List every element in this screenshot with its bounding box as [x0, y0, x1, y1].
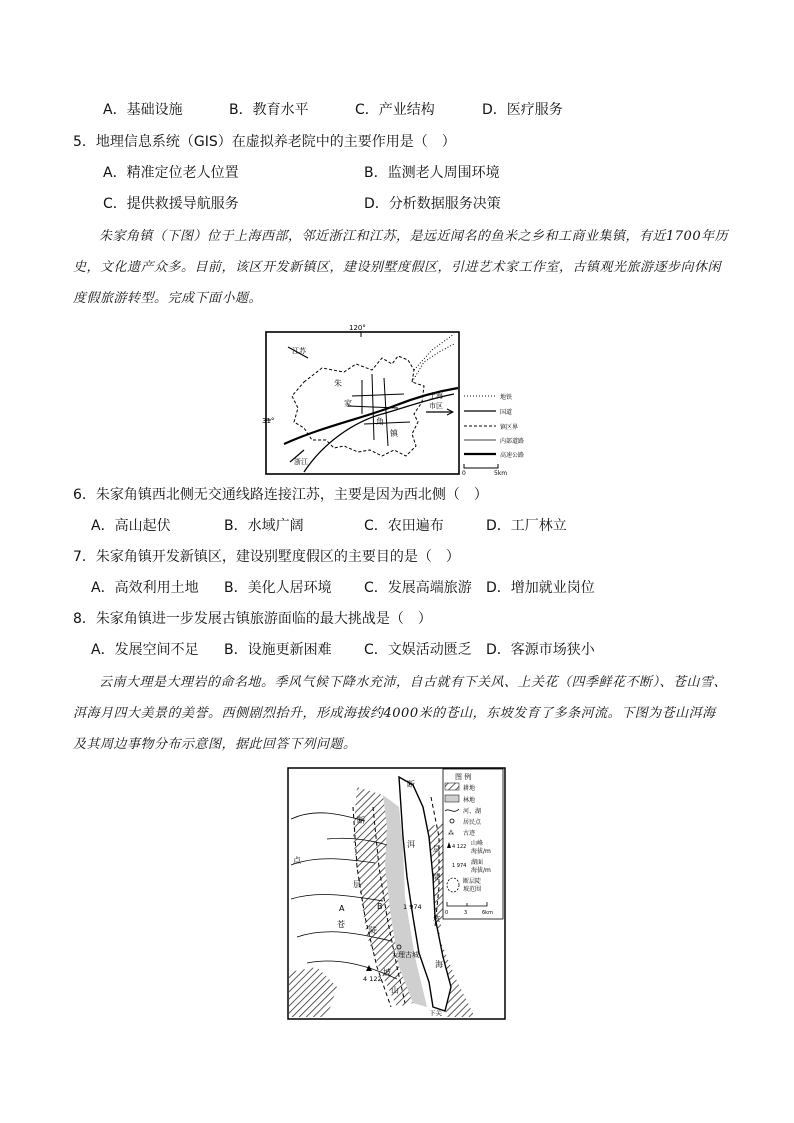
label-zhejiang: 浙江 — [294, 458, 308, 466]
passage-zhujiajiao: 朱家角镇（下图）位于上海西部，邻近浙江和江苏，是远近闻名的鱼米之乡和工商业集镇，有近1700年历史，文化遗产众多。目前，该区开发新镇区，建设别墅度假区，引进艺术家工作室，古镇观光旅游逐步向休闲度假旅游转型。完成下面小题。 — [73, 229, 729, 306]
legend-highway: 高速公路 — [500, 452, 525, 459]
label-west-fault-3: 层 — [353, 880, 361, 889]
q7-option-b: B．美化人居环境 — [224, 580, 332, 596]
legend-scale-6km: 6km — [482, 910, 493, 916]
q8-option-a: A．发展空间不足 — [91, 642, 199, 658]
q6-option-c: C．农田遍布 — [364, 518, 444, 534]
label-lake-1: 洱 — [407, 840, 415, 849]
q6-option-d: D．工厂林立 — [486, 518, 567, 534]
label-west-fault-5: 陡 — [369, 926, 377, 935]
q6-stem: 6．朱家角镇西北侧无交通线路连接江苏，主要是因为西北侧（ ） — [73, 487, 488, 503]
q5-option-a: A．精准定位老人位置 — [103, 165, 239, 181]
legend-fault-2: 坡范围 — [463, 886, 482, 893]
legend-town-boundary: 镇区界 — [500, 424, 519, 431]
q5-option-c: C．提供救援导航服务 — [103, 196, 239, 212]
scale-0: 0 — [462, 470, 466, 477]
town-char-1: 朱 — [334, 379, 342, 388]
q5-stem: 5．地理信息系统（GIS）在虚拟养老院中的主要作用是（ ） — [73, 134, 456, 150]
q4-option-b: B．教育水平 — [229, 102, 309, 118]
q5-option-d: D．分析数据服务决策 — [364, 196, 501, 212]
q4-option-c: C．产业结构 — [355, 102, 435, 118]
legend-peak-value: 4 122 — [452, 844, 467, 850]
town-char-4: 镇 — [390, 429, 398, 438]
legend-metro: 地铁 — [500, 394, 513, 401]
label-east-fault-1: 断 — [407, 780, 415, 789]
q6-option-a: A．高山起伏 — [91, 518, 171, 534]
label-jiangsu: 江苏 — [292, 347, 306, 355]
label-point-a: A — [339, 904, 345, 913]
legend-ruins: 古迹 — [463, 830, 476, 837]
label-shanghai: 上海 — [429, 392, 443, 400]
town-char-3: 角 — [376, 417, 384, 426]
q8-option-c: C．文娱活动匮乏 — [364, 642, 472, 658]
label-east-fault-4: 坡 — [433, 915, 440, 923]
legend-settlement: 居民点 — [463, 819, 482, 826]
label-lake-2: 海 — [435, 960, 443, 969]
ruins-icon: ⁂ — [448, 830, 454, 837]
scale-5km: 5km — [494, 470, 508, 477]
legend-river-lake: 河、湖 — [463, 808, 482, 815]
legend-national-road: 国道 — [500, 409, 513, 416]
q8-option-d: D．客源市场狭小 — [486, 642, 595, 658]
longitude-label: 120° — [349, 324, 366, 332]
legend-lake-surface: 湖面 — [471, 859, 484, 866]
legend-scale-0: 0 — [445, 910, 449, 916]
q8-option-b: B．设施更新困难 — [224, 642, 332, 658]
legend-internal-road: 内部道路 — [500, 438, 525, 445]
label-shanghai-2: 市区 — [429, 402, 443, 410]
label-mountain-1: 坡 — [383, 968, 391, 977]
label-west-fault-2: 点 — [293, 856, 301, 865]
q8-stem: 8．朱家角镇进一步发展古镇旅游面临的最大挑战是（ ） — [73, 611, 432, 627]
label-east-fault-2: 层 — [433, 845, 440, 853]
q7-option-c: C．发展高端旅游 — [364, 580, 472, 596]
label-xiaguan: 下关 — [429, 1009, 442, 1017]
legend-cultivated: 耕地 — [463, 785, 476, 792]
legend-scale-3: 3 — [464, 910, 468, 916]
legend-title: 图 例 — [455, 773, 472, 781]
town-char-2: 家 — [344, 399, 352, 408]
metro-line — [412, 334, 454, 382]
label-mountain-2: 山 — [391, 986, 399, 995]
label-point-b: B — [377, 902, 383, 911]
label-west-fault-4: 苍 — [337, 920, 345, 929]
q7-stem: 7．朱家角镇开发新镇区，建设别墅度假区的主要目的是（ ） — [73, 549, 460, 565]
cangshan-erhai-map — [287, 767, 507, 1021]
q7-option-a: A．高效利用土地 — [91, 580, 199, 596]
passage-dali: 云南大理是大理岩的命名地。季风气候下降水充沛，自古就有下关风、上关花（四季鲜花不断）、苍山雪、洱海月四大美景的美誉。西侧剧烈抬升，形成海拔约4000米的苍山，东坡发育了多条河流。下图为苍山洱海及其周边事物分布示意图，据此回答下列问题。 — [73, 675, 728, 752]
legend-forest: 林地 — [463, 797, 476, 804]
q5-option-b: B．监测老人周围环境 — [364, 165, 500, 181]
legend-fault-1: 断层陡 — [463, 878, 482, 885]
legend-peak-elev: 海拔/m — [471, 848, 491, 855]
label-east-fault-3: 陡 — [433, 873, 440, 881]
q4-option-a: A．基础设施 — [103, 102, 183, 118]
q4-option-d: D．医疗服务 — [482, 102, 563, 118]
legend-lake-elev: 海拔/m — [471, 867, 491, 874]
q6-option-b: B．水域广阔 — [224, 518, 304, 534]
q7-option-d: D．增加就业岗位 — [486, 580, 595, 596]
zhujiajiao-map — [264, 322, 532, 476]
map2-legend — [443, 769, 503, 919]
internal-roads — [348, 374, 410, 446]
label-old-town: 大理古城 — [391, 951, 419, 959]
legend-peak: 山峰 — [471, 840, 484, 847]
label-west-fault-1: 断 — [357, 816, 365, 825]
latitude-label: 31° — [262, 417, 275, 425]
legend-lake-value: 1 974 — [452, 863, 467, 869]
label-lake-elev: 1 974 — [403, 903, 422, 911]
map1-legend — [462, 393, 524, 477]
label-peak-elev: 4 122 — [363, 975, 382, 983]
